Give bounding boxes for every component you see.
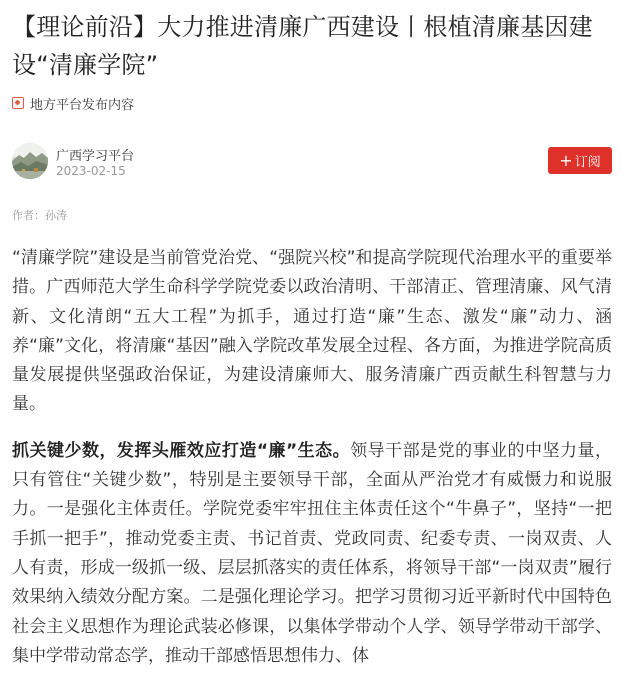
source-row xyxy=(12,93,134,113)
subscribe-button[interactable] xyxy=(548,147,612,174)
subscribe-label: 订阅 xyxy=(574,155,601,170)
article-paragraph xyxy=(12,244,612,420)
account-avatar[interactable] xyxy=(12,143,48,179)
platform-badge-icon xyxy=(12,97,24,109)
paragraph-text: 领导干部是党的事业的中坚力量，只有管住“关键少数”，特别是主要领导干部，全面从严治党才有威慑力和说服力。一是强化主体责任。学院党委牢牢扭住主体责任这个“牛鼻子”，坚持“一把手抓一把手”，推动党委主责、书记首责、党政同责、纪委专责、一岗双责、人人有责，形成一级抓一级、层层抓落实的责任体系，将领导干部“一岗双责”履行效果纳入绩效分配方案。二是强化理论学习。把学习贯彻习近平新时代中国特色社会主义思想作为理论武装必修课，以集体学带动个人学、领导学带动干部学、集中学带动常态学，推动干部感悟思想伟力、体 xyxy=(12,440,612,666)
account-name[interactable]: 广西学习平台 xyxy=(56,149,135,164)
author-byline: 作者：孙涛 xyxy=(12,209,67,222)
author-row xyxy=(12,143,612,181)
paragraph-lead: 抓关键少数，发挥头雁效应打造“廉”生态。 xyxy=(12,440,351,461)
paragraph-text: “清廉学院”建设是当前管党治党、“强院兴校”和提高学院现代治理水平的重要举措。广西师范大学生命科学学院党委以政治清明、干部清正、管理清廉、风气清新、文化清朗“五大工程”为抓手，通过打造“廉”生态、激发“廉”动力、涵养“廉”文化，将清廉“基因”融入学院改革发展全过程、各方面，为推进学院高质量发展提供坚强政治保证，为建设清廉师大、服务清廉广西贡献生科智慧与力量。 xyxy=(12,248,612,415)
plus-icon: + xyxy=(559,150,573,170)
source-label: 地方平台发布内容 xyxy=(30,97,135,113)
landscape-avatar-image xyxy=(12,143,48,179)
article-title: 【理论前沿】大力推进清廉广西建设丨根植清廉基因建设“清廉学院” xyxy=(12,13,593,79)
article-body xyxy=(12,244,612,688)
publish-date: 2023-02-15 xyxy=(56,164,126,178)
article-paragraph xyxy=(12,437,612,671)
